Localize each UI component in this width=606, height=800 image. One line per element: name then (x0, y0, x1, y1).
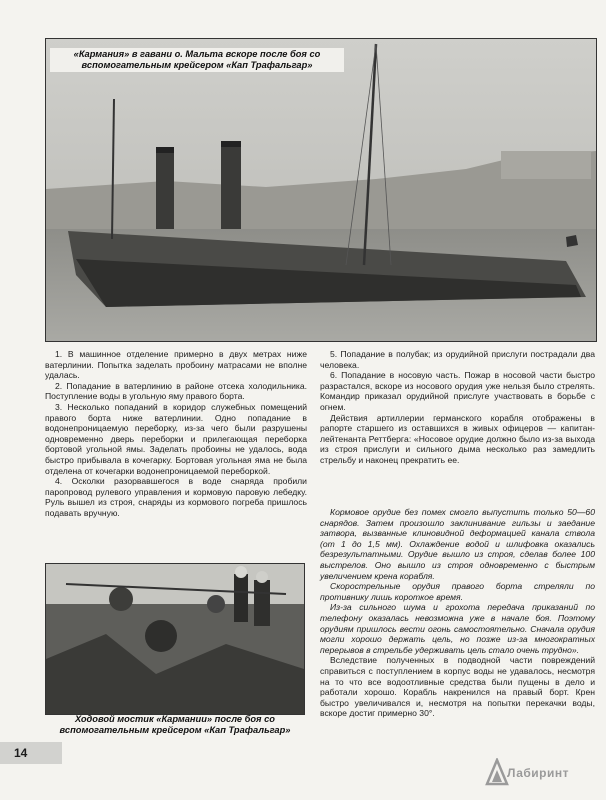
page-number: 14 (0, 742, 62, 764)
report-quote-paragraph: Кормовое орудие без помех смогло выпустить только 50—60 снарядов. Затем произошло заклинивание гильзы и заедание затвора, вызванные клиновидной деформацией канала ствола (от 1 до 1,5 мм). Охлаждение водой и шлифовка оказались безрезультатными. Орудие вышло из строя, сделав более 100 выстрелов. Оно вышло из строя одновременно с быстрым увеличением крена корабля. (320, 507, 595, 581)
left-column (45, 349, 307, 519)
list-item: 6. Попадание в носовую часть. Пожар в носовой части быстро разрастался, вскоре из носового орудия уже нельзя было стрелять. Командир приказал орудийной прислуге участвовать в борьбе с огнем. (320, 370, 595, 412)
bottom-photo-caption: Ходовой мостик «Кармании» после боя со вспомогательным крейсером «Кап Трафальгар» (59, 714, 291, 735)
report-quote-paragraph: Скорострельные орудия правого борта стреляли по противнику лишь короткое время. (320, 581, 595, 602)
bridge-photo-drawing (46, 564, 304, 714)
bridge-damage-photo (45, 563, 305, 715)
right-column-bottom (320, 507, 595, 719)
watermark-text: Лабиринт (507, 766, 570, 780)
list-item: 4. Осколки разорвавшегося в воде снаряда пробили паропровод рулевого управления и кормовую паровую лебедку. Руль вышел из строя, снаряды из кормового погреба пришлось подавать вручную. (45, 476, 307, 518)
report-quote-paragraph: Из-за сильного шума и грохота передача приказаний по телефону оказалась невозможна уже в начале боя. Поэтому орудиям пришлось вести огонь самостоятельно. Сначала орудия могли хорошо держать цель, но позже из-за многократных перерывов в стрельбе удерживать цель стало очень трудно». (320, 602, 595, 655)
ship-harbor-photo (45, 38, 597, 342)
list-item: 3. Несколько попаданий в коридор служебных помещений правого борта ниже ватерлинии. Одно попадание в водонепроницаемую переборку, из-за чего были разрушены одновременно дверь переборки и прилегающая переборка бортовой угольной ямы. Заделать пробоины не удалось, вода быстро прибывала в кочегарку. Бортовая угольная яма не была отделена от кочегарки водонепроницаемой переборкой. (45, 401, 307, 476)
watermark (485, 758, 597, 786)
labyrinth-logo-icon (485, 758, 509, 786)
right-column-top (320, 349, 595, 466)
paragraph: Действия артиллерии германского корабля отображены в рапорте старшего из оставшихся в живых офицеров — капитан-лейтенанта Реттбергa: «Носовое орудие должно было из-за выхода из строя прислуги и сильного дыма несколько раз замедлить стрельбу и наконец прекратить ее. (320, 412, 595, 465)
paragraph: Вследствие полученных в подводной части повреждений справиться с поступлением в корпус воды не удавалось, несмотря на то что все водоотливные средства были пущены в дело и работали хорошо. Корабль накренился на правый борт. Крен быстро увеличивался и, несмотря на попытки перекачки воды, вскоре достиг примерно 30°. (320, 655, 595, 719)
list-item: 5. Попадание в полубак; из орудийной прислуги пострадали два человека. (320, 349, 595, 370)
ship-photo-drawing (46, 39, 596, 341)
list-item: 2. Попадание в ватерлинию в районе отсека холодильника. Поступление воды в угольную яму правого борта. (45, 380, 307, 402)
list-item: 1. В машинное отделение примерно в двух метрах ниже ватерлинии. Попытка заделать пробоину матрасами не вполне удалась. (45, 349, 307, 381)
top-photo-caption: «Кармания» в гавани о. Мальта вскоре после боя со вспомогательным крейсером «Кап Трафальгар» (50, 48, 344, 72)
